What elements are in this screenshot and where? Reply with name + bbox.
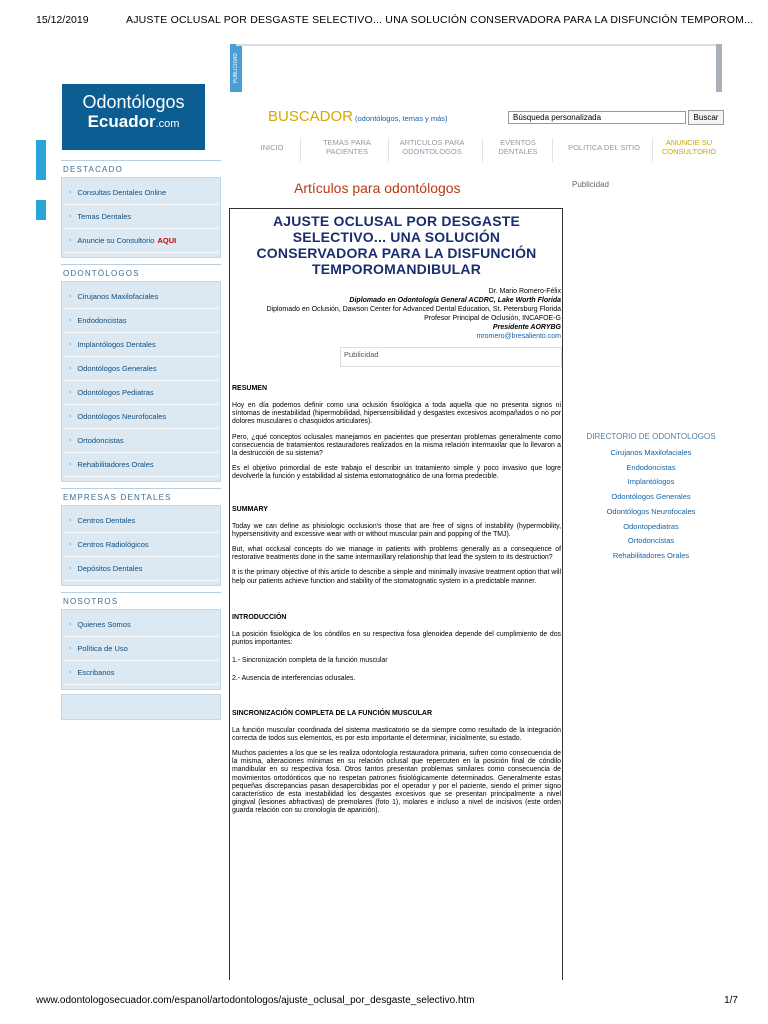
paragraph: Pero, ¿qué conceptos oclusales manejamos en pacientes que presentan problemas generalmente como consecuencia de tratamientos restauradores realizados en la misma relación intermaxilar que lo llevaron a la destrucción de su sistema?: [232, 433, 561, 458]
top-nav: [240, 138, 730, 164]
article-title: AJUSTE OCLUSAL POR DESGASTE SELECTIVO... UNA SOLUCIÓN CONSERVADORA PARA LA DISFUNCIÓN TEMPOROMANDIBULAR: [256, 213, 537, 277]
bullet-icon: ›: [69, 413, 72, 420]
nav-label: DENTALES: [498, 147, 538, 156]
nav-label: POLITICA DEL SITIO: [568, 143, 640, 152]
directory-link[interactable]: Rehabilitadores Orales: [612, 550, 690, 560]
paragraph: La función muscular coordinada del sistema masticatorio se da siempre como resultado de la integración correcta de todos sus elementos, es por esto importante el determinar, inicialmente, su estado.: [232, 726, 561, 742]
print-date: 15/12/2019: [36, 14, 89, 26]
sidebar-item-label: Quienes Somos: [77, 620, 131, 629]
sidebar-item-label: Odontólogos Generales: [77, 364, 157, 373]
directory-link[interactable]: Ortodoncistas: [627, 536, 675, 546]
sidebar-item-label: Escribanos: [77, 668, 115, 677]
sidebar-item-label: Depósitos Dentales: [77, 564, 143, 573]
sidebar-item-label: Ortodoncistas: [77, 436, 124, 445]
sidebar-item-label: Temas Dentales: [77, 212, 132, 221]
nav-label: TEMAS PARA: [323, 138, 371, 147]
nav-label: ODONTOLOGOS: [402, 147, 462, 156]
author-credential: Diplomado en Odontología General ACDRC, Lake Worth Florida: [349, 297, 561, 304]
bullet-icon: ›: [69, 437, 72, 444]
section-heading: INTRODUCCIÓN: [232, 613, 287, 621]
directory-link[interactable]: Endodoncistas: [626, 462, 676, 472]
nav-label: ANUNCIE SU: [665, 138, 713, 147]
paragraph: 1.- Sincronización completa de la función muscular: [232, 657, 388, 665]
sidebar-item-quienes[interactable]: [63, 613, 219, 637]
ad-vertical-label: PUBLICIDAD: [230, 44, 242, 92]
sidebar-destacado-list: [61, 177, 221, 258]
nav-label: ARTICULOS PARA: [399, 138, 465, 147]
directory-link[interactable]: Odontólogos Neurofocales: [606, 506, 696, 516]
author-email-link[interactable]: mromero@bresaliento.com: [476, 333, 561, 340]
directory-link[interactable]: Implantólogos: [627, 477, 675, 487]
bullet-icon: ›: [69, 213, 72, 220]
sidebar-item-centros-radiologicos[interactable]: [63, 533, 219, 557]
article: [229, 208, 563, 980]
author-credential: Profesor Principal de Oclusión, INCAFOE-G: [424, 315, 561, 322]
sidebar-item-endodoncistas[interactable]: [63, 309, 219, 333]
bullet-icon: ›: [69, 541, 72, 548]
sidebar-item-label: Endodoncistas: [77, 316, 127, 325]
left-accent-strip: [36, 140, 46, 180]
sidebar-section-title: NOSOTROS: [61, 592, 221, 609]
article-ad-slot: Publicidad: [340, 347, 562, 367]
site-logo[interactable]: [62, 84, 205, 150]
sidebar-item-anuncie[interactable]: [63, 229, 219, 253]
nav-anuncie[interactable]: [654, 138, 724, 156]
section-heading: SINCRONIZACIÓN COMPLETA DE LA FUNCIÓN MUSCULAR: [232, 709, 433, 717]
sidebar-odontologos-list: [61, 281, 221, 482]
sidebar-item-rehabilitadores[interactable]: [63, 453, 219, 477]
nav-label: CONSULTORIO: [661, 147, 717, 156]
sidebar-nosotros-list: [61, 609, 221, 690]
section-heading: SUMMARY: [232, 505, 268, 513]
aqui-link[interactable]: AQUI: [157, 236, 177, 245]
search-input[interactable]: Búsqueda personalizada: [508, 111, 686, 124]
sidebar-section-title: EMPRESAS DENTALES: [61, 488, 221, 505]
paragraph: Hoy en día podemos definir como una oclusión fisiológica a toda aquella que no presenta signos ni síntomas de inestabilidad (hipermobilidad, hipersensibilidad y desgastes excesivos acompañados o no por dolores musculares o chasquidos articulares).: [232, 402, 561, 426]
paragraph: Muchos pacientes a los que se les realiza odontología restauradora primaria, sufren como consecuencia de la misma, alteraciones mínimas en su relación oclusal que repercuten en la posición final de cóndilo mandibular en su respectiva fosa. Otros tantos presentan problemas similares como consecuencia de movimientos ortodónticos que no respetan patrones fisiológicamente determinados. Generalmente estas pequeñas discrepancias pasan desapercibidas por el operador y por el paciente, siendo el primer signo característico de esta inestabilidad los desgastes excesivos que se presentan principalmente a nivel gingival (lesiones abfractivas) de premolares (foto 1), molares e incluso a nivel de incisivos (este orden guarda relación con su cronología de aparición).: [232, 750, 561, 815]
nav-label: INICIO: [260, 143, 284, 152]
sidebar-empresas-list: [61, 505, 221, 586]
bullet-icon: ›: [69, 389, 72, 396]
logo-line1: Odontólogos: [82, 92, 185, 112]
print-title: AJUSTE OCLUSAL POR DESGASTE SELECTIVO... UNA SOLUCIÓN CONSERVADORA PARA LA DISFUNCIÓN TEMPOROM...: [126, 14, 754, 26]
nav-divider: [300, 138, 301, 162]
sidebar-item-label: Cirujanos Maxilofaciales: [77, 292, 159, 301]
search-hint: (odontólogos, temas y más): [355, 114, 448, 123]
sidebar-item-label: Anuncie su Consultorio: [77, 236, 155, 245]
directory-panel: [566, 432, 736, 564]
search-button[interactable]: Buscar: [688, 110, 724, 125]
bullet-icon: ›: [69, 621, 72, 628]
nav-eventos[interactable]: [488, 138, 548, 156]
bullet-icon: ›: [69, 293, 72, 300]
bullet-icon: ›: [69, 237, 72, 244]
paragraph: Today we can define as phisiologic occlusion's those that are free of signs of instability (hypermobility, hypersensitivity and excessive wear with or without muscular pain and popping of the TMJ).: [232, 522, 561, 538]
nav-divider: [482, 138, 483, 162]
nav-label: EVENTOS: [500, 138, 536, 147]
sidebar-item-label: Rehabilitadores Orales: [77, 460, 154, 469]
top-banner-edge: [716, 44, 722, 92]
logo-ecuador: Ecuador: [87, 112, 156, 131]
sidebar-item-temas[interactable]: [63, 205, 219, 229]
bullet-icon: ›: [69, 461, 72, 468]
top-banner: [236, 44, 716, 46]
search-title: BUSCADOR: [268, 108, 354, 125]
paragraph: But, what occlusal concepts do we manage in patients with problems generally as a consequence of restorative treatments done in the same intermaxillary relationship that lead the system to its destruction?: [232, 546, 561, 562]
section-title: Artículos para odontólogos: [294, 180, 461, 196]
paragraph: La posición fisiológica de los cóndilos en su respectiva fosa glenoidea depende del cumplimiento de dos puntos importantes:: [232, 630, 561, 647]
nav-divider: [552, 138, 553, 162]
sidebar-item-label: Odontólogos Neurofocales: [77, 412, 167, 421]
sidebar-item-neurofocales[interactable]: [63, 405, 219, 429]
sidebar-item-consultas[interactable]: [63, 181, 219, 205]
author-credential: Presidente AORYBG: [492, 324, 561, 331]
sidebar-item-cirujanos[interactable]: [63, 285, 219, 309]
section-heading: RESUMEN: [232, 385, 268, 392]
bullet-icon: ›: [69, 365, 72, 372]
sidebar-item-escribanos[interactable]: [63, 661, 219, 685]
logo-suffix: .com: [155, 118, 180, 130]
sidebar-item-politica[interactable]: [63, 637, 219, 661]
sidebar-item-label: Centros Dentales: [77, 516, 136, 525]
logo-line2: [62, 112, 205, 134]
print-page-number: 1/7: [724, 995, 738, 1006]
directory-link[interactable]: Odontólogos Generales: [611, 492, 691, 502]
bullet-icon: ›: [69, 341, 72, 348]
sidebar-item-label: Odontólogos Pediatras: [77, 388, 154, 397]
bullet-icon: ›: [69, 645, 72, 652]
sidebar-item-centros-dentales[interactable]: [63, 509, 219, 533]
directory-link[interactable]: Odontopediatras: [623, 521, 679, 531]
nav-politica[interactable]: [558, 143, 650, 152]
nav-divider: [652, 138, 653, 162]
left-sidebar: [61, 160, 221, 720]
paragraph: 2.- Ausencia de interferencias oclusales.: [232, 675, 356, 683]
nav-temas-pacientes[interactable]: [312, 138, 382, 156]
sidebar-item-label: Implantólogos Dentales: [77, 340, 156, 349]
author-block: [230, 287, 563, 341]
article-border: [562, 208, 563, 980]
sidebar-section-title: ODONTÓLOGOS: [61, 264, 221, 281]
bullet-icon: ›: [69, 565, 72, 572]
bullet-icon: ›: [69, 517, 72, 524]
nav-inicio[interactable]: [252, 143, 292, 152]
directory-link[interactable]: Cirujanos Maxilofaciales: [610, 448, 692, 457]
right-publicidad-label: Publicidad: [572, 180, 609, 189]
sidebar-item-implantologos[interactable]: [63, 333, 219, 357]
nav-label: PACIENTES: [326, 147, 368, 156]
bullet-icon: ›: [69, 669, 72, 676]
author-name: Dr. Mario Romero-Félix: [488, 288, 561, 295]
sidebar-section-title: DESTACADO: [61, 160, 221, 177]
sidebar-item-ortodoncistas[interactable]: [63, 429, 219, 453]
nav-divider: [388, 138, 389, 162]
bullet-icon: ›: [69, 189, 72, 196]
sidebar-item-depositos[interactable]: [63, 557, 219, 581]
directory-title: DIRECTORIO DE ODONTOLOGOS: [586, 432, 716, 441]
sidebar-item-label: Centros Radiológicos: [77, 540, 149, 549]
search-label: [268, 108, 448, 125]
bullet-icon: ›: [69, 317, 72, 324]
sidebar-footer-block: [61, 694, 221, 720]
article-body: [230, 385, 563, 816]
sidebar-item-label: Consultas Dentales Online: [77, 188, 167, 197]
paragraph: It is the primary objective of this article to describe a simple and minimally invasive treatment option that will help our patients achieve function and stability of the stomatognatic system in a predictable manner.: [232, 569, 561, 585]
nav-articulos[interactable]: [390, 138, 474, 156]
author-credential: Diplomado en Oclusión, Dawson Center for Advanced Dental Education, St. Petersburg Florida: [266, 306, 561, 313]
sidebar-item-label: Política de Uso: [77, 644, 128, 653]
paragraph: Es el objetivo primordial de este trabajo el describir un tratamiento simple y poco invasivo que logre devolverle la función y estabilidad al sistema estomatognático de una forma predecible.: [232, 465, 561, 481]
sidebar-item-pediatras[interactable]: [63, 381, 219, 405]
sidebar-item-generales[interactable]: [63, 357, 219, 381]
print-url: www.odontologosecuador.com/espanol/artodontologos/ajuste_oclusal_por_desgaste_selectivo.htm: [36, 995, 475, 1006]
left-accent-strip: [36, 200, 46, 220]
